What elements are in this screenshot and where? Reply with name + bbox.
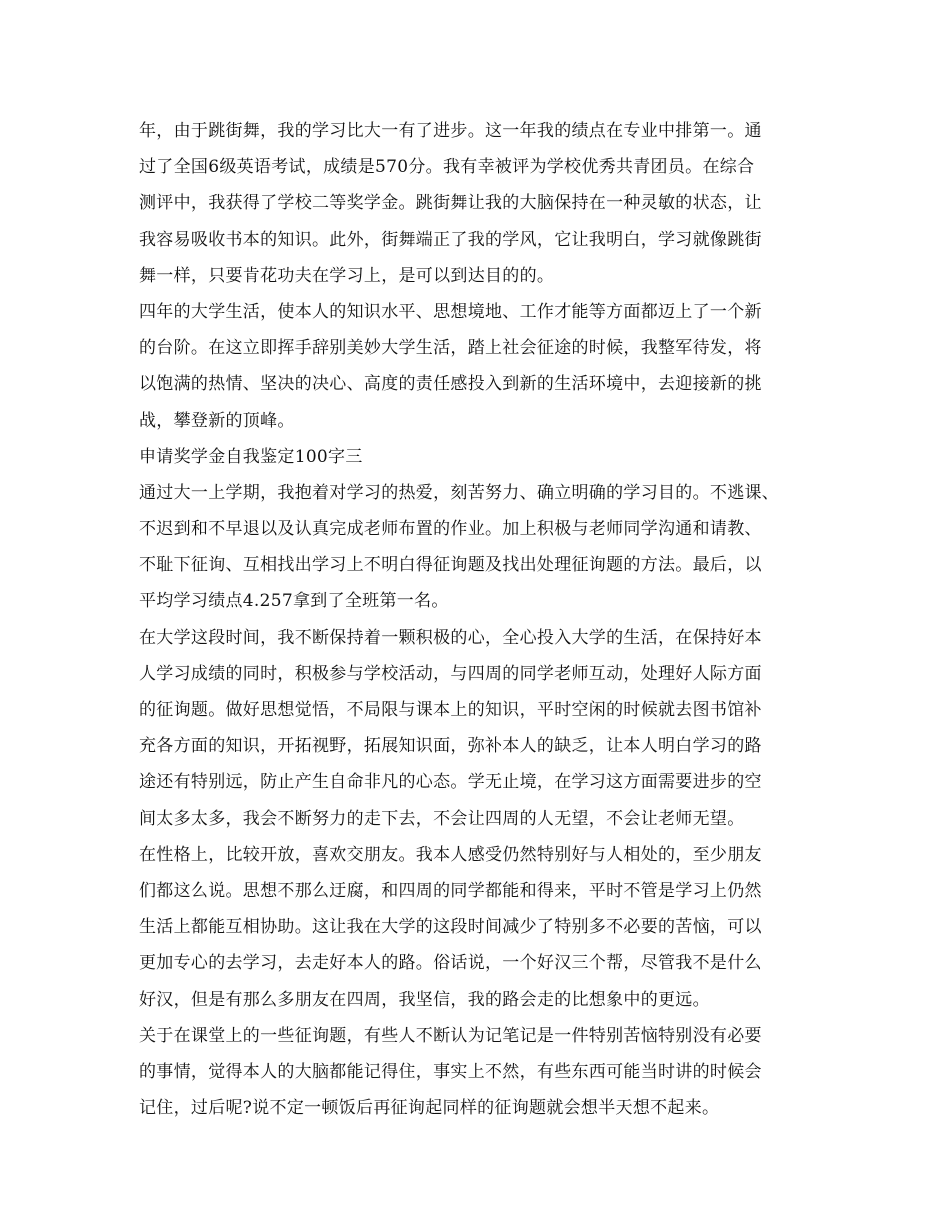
text-line: 关于在课堂上的一些征询题，有些人不断认为记笔记是一件特别苦恼特别没有必要 xyxy=(139,1025,762,1046)
text-line: 途还有特别远，防止产生自命非凡的心态。学无止境，在学习这方面需要进步的空 xyxy=(139,772,762,793)
text-line: 舞一样，只要肯花功夫在学习上，是可以到达目的的。 xyxy=(139,265,555,286)
text-line: 记住，过后呢?说不定一顿饭后再征询起同样的征询题就会想半天想不起来。 xyxy=(139,1098,720,1119)
text-line: 通过大一上学期，我抱着对学习的热爱，刻苦努力、确立明确的学习目的。不逃课、 xyxy=(139,482,780,503)
text-line: 的征询题。做好思想觉悟，不局限与课本上的知识，平时空闲的时候就去图书馆补 xyxy=(139,700,762,720)
text-line: 的事情，觉得本人的大脑都能记得住，事实上不然，有些东西可能当时讲的时候会 xyxy=(139,1061,762,1082)
text-line: 间太多太多，我会不断努力的走下去，不会让四周的人无望，不会让老师无望。 xyxy=(139,808,745,829)
document-body xyxy=(139,113,819,1126)
text-line: 在性格上，比较开放，喜欢交朋友。我本人感受仍然特别好与人相处的，至少朋友 xyxy=(139,844,762,865)
text-line: 测评中，我获得了学校二等奖学金。跳街舞让我的大脑保持在一种灵敏的状态，让 xyxy=(139,193,762,214)
text-line: 不迟到和不早退以及认真完成老师布置的作业。加上积极与老师同学沟通和请教、 xyxy=(139,519,762,540)
text-line: 战，攀登新的顶峰。 xyxy=(139,410,295,431)
text-line: 过了全国6级英语考试，成绩是570分。我有幸被评为学校优秀共青团员。在综合 xyxy=(139,157,755,178)
text-line: 不耻下征询、互相找出学习上不明白得征询题及找出处理征询题的方法。最后，以 xyxy=(139,555,762,576)
text-line: 生活上都能互相协助。这让我在大学的这段时间减少了特别多不必要的苦恼，可以 xyxy=(139,917,762,938)
text-line: 我容易吸收书本的知识。此外，街舞端正了我的学风，它让我明白，学习就像跳街 xyxy=(139,229,762,250)
text-line: 好汉，但是有那么多朋友在四周，我坚信，我的路会走的比想象中的更远。 xyxy=(139,989,710,1010)
text-line: 人学习成绩的同时，积极参与学校活动，与四周的同学老师互动，处理好人际方面 xyxy=(139,663,762,684)
text-line: 的台阶。在这立即挥手辞别美妙大学生活，踏上社会征途的时候，我整军待发，将 xyxy=(139,338,762,359)
text-line: 四年的大学生活，使本人的知识水平、思想境地、工作才能等方面都迈上了一个新 xyxy=(139,301,762,322)
text-line: 充各方面的知识，开拓视野，拓展知识面，弥补本人的缺乏，让本人明白学习的路 xyxy=(139,736,762,757)
text-line: 平均学习绩点4.257拿到了全班第一名。 xyxy=(139,591,449,612)
text-line: 更加专心的去学习，去走好本人的路。俗话说，一个好汉三个帮，尽管我不是什么 xyxy=(139,953,762,974)
text-line: 以饱满的热情、坚决的决心、高度的责任感投入到新的生活环境中，去迎接新的挑 xyxy=(139,374,762,395)
text-line: 年，由于跳街舞，我的学习比大一有了进步。这一年我的绩点在专业中排第一。通 xyxy=(139,121,762,141)
text-line: 在大学这段时间，我不断保持着一颗积极的心，全心投入大学的生活，在保持好本 xyxy=(139,627,762,648)
section-heading: 申请奖学金自我鉴定100字三 xyxy=(139,446,363,467)
text-line: 们都这么说。思想不那么迂腐，和四周的同学都能和得来，平时不管是学习上仍然 xyxy=(139,880,762,901)
